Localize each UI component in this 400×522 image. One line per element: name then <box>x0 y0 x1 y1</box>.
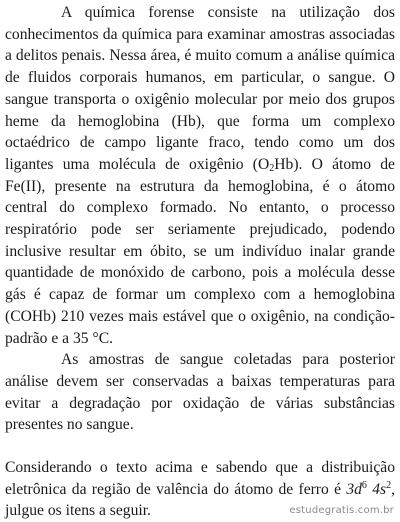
electron-config-4s-exponent: 2 <box>386 479 392 491</box>
electron-config-3d-exponent: 6 <box>361 479 367 491</box>
paragraph-blood-samples: As amostras de sangue coletadas para posterior análise devem ser conservadas a baixas temperaturas para evitar a degradação por oxidação de várias substâncias presentes no sangue. <box>5 351 395 434</box>
paragraph-forensic-chemistry <box>5 2 395 349</box>
electron-config-4s: 4s <box>366 480 387 498</box>
document-body <box>5 2 395 522</box>
electron-config-3d: 3d <box>346 480 362 498</box>
site-watermark: estudegratis.com.br <box>289 505 394 516</box>
paragraph3-text-b: , julgue os itens a seguir. <box>5 480 395 520</box>
paragraph3-text-a: Considerando o texto acima e sabendo que a distribuição eletrônica da região de valência do átomo de ferro é <box>5 459 395 498</box>
o2-subscript: 2 <box>269 162 275 174</box>
paragraph1-text-a: A química forense consiste na utilização dos conhecimentos da química para examinar amostras associadas a delitos penais. Nessa área, é muito comum a análise química de fluidos corporais humanos, em particular, o sangue. O sangue transporta o oxigênio molecular por meio dos grupos heme da hemoglobina (Hb), que forma um complexo octaédrico de campo ligante fraco, tendo como um dos ligantes uma molécula de oxigênio (O <box>5 4 395 173</box>
paragraph1-text-b: Hb). O átomo de Fe(II), presente na estrutura da hemoglobina, é o átomo central do complexo formado. No entanto, o processo respiratório pode ser seriamente prejudicado, podendo inclusive resultar em óbito, se um indivíduo inalar grande quantidade de monóxido de carbono, pois a molécula desse gás é capaz de formar um complexo com a hemoglobina (COHb) 210 vezes mais estável que o oxigênio, na condição-padrão e a 35 °C. <box>5 155 395 347</box>
